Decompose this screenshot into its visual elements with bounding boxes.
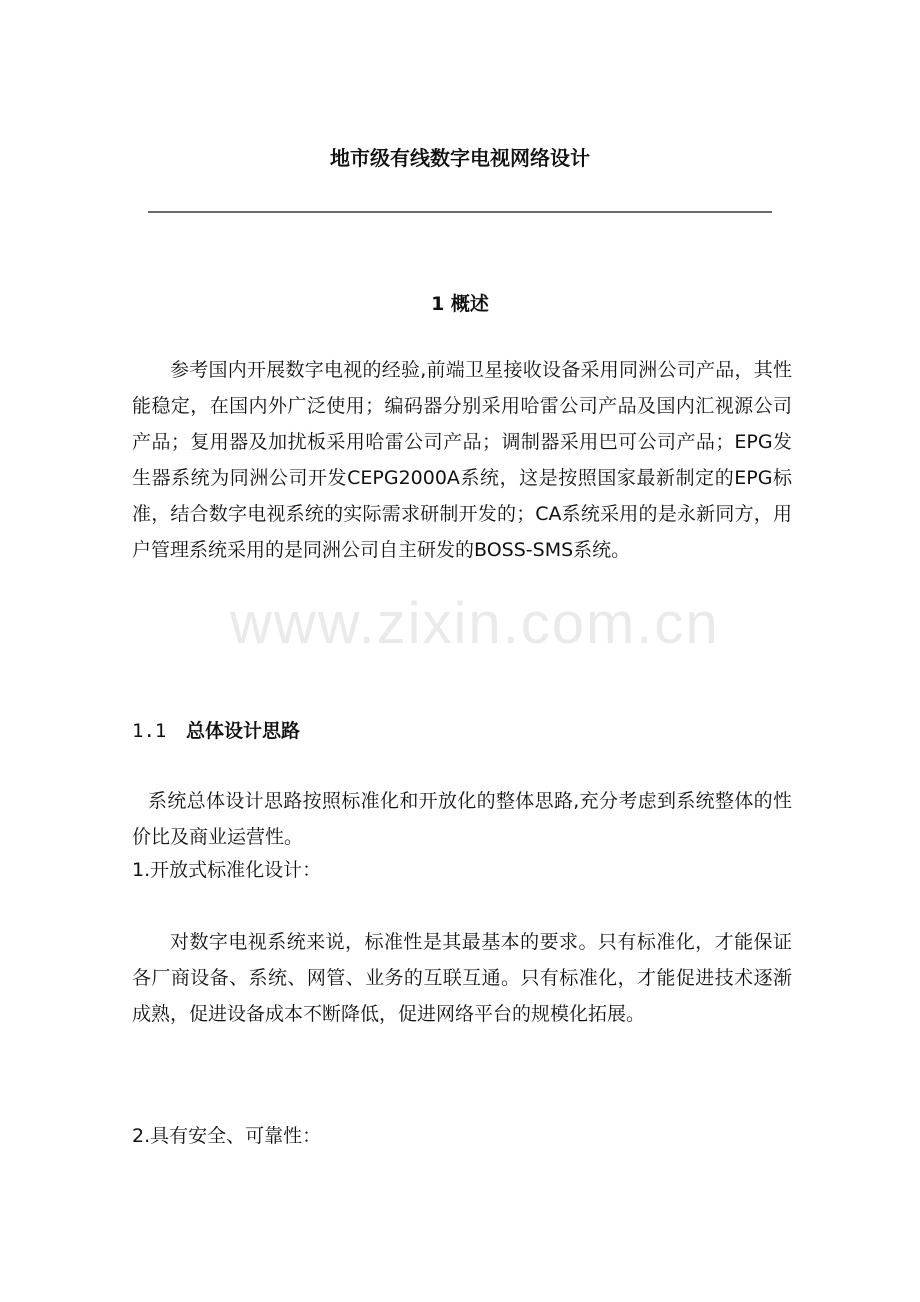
subsection-number: 1.1 xyxy=(132,720,167,742)
standardization-paragraph: 对数字电视系统来说，标准性是其最基本的要求。只有标准化，才能保证各厂商设备、系统、网管、业务的互联互通。只有标准化，才能促进技术逐渐成熟，促进设备成本不断降低，促进网络平台的规模化拓展。 xyxy=(132,931,792,1025)
subsection-title: 总体设计思路 xyxy=(186,720,301,742)
section-heading: 1 概述 xyxy=(431,293,489,315)
overview-paragraph: 参考国内开展数字电视的经验,前端卫星接收设备采用同洲公司产品，其性能稳定，在国内外广泛使用；编码器分别采用哈雷公司产品及国内汇视源公司产品；复用器及加扰板采用哈雷公司产品；调制器采用巴可公司产品；EPG发生器系统为同洲公司开发CEPG2000A系统，这是按照国家最新制定的EPG标准，结合数字电视系统的实际需求研制开发的；CA系统采用的是永新同方，用户管理系统采用的是同洲公司自主研发的BOSS-SMS系统。 xyxy=(132,359,792,561)
document-title: 地市级有线数字电视网络设计 xyxy=(330,146,590,170)
list-item-security: 2.具有安全、可靠性： xyxy=(132,1125,322,1147)
design-approach-paragraph: 系统总体设计思路按照标准化和开放化的整体思路,充分考虑到系统整体的性价比及商业运营性。 xyxy=(132,790,792,848)
watermark-text: www.zixin.com.cn xyxy=(230,591,720,656)
subsection-heading xyxy=(132,716,300,743)
title-divider xyxy=(148,211,772,213)
list-item-open-standard: 1.开放式标准化设计： xyxy=(132,859,322,881)
